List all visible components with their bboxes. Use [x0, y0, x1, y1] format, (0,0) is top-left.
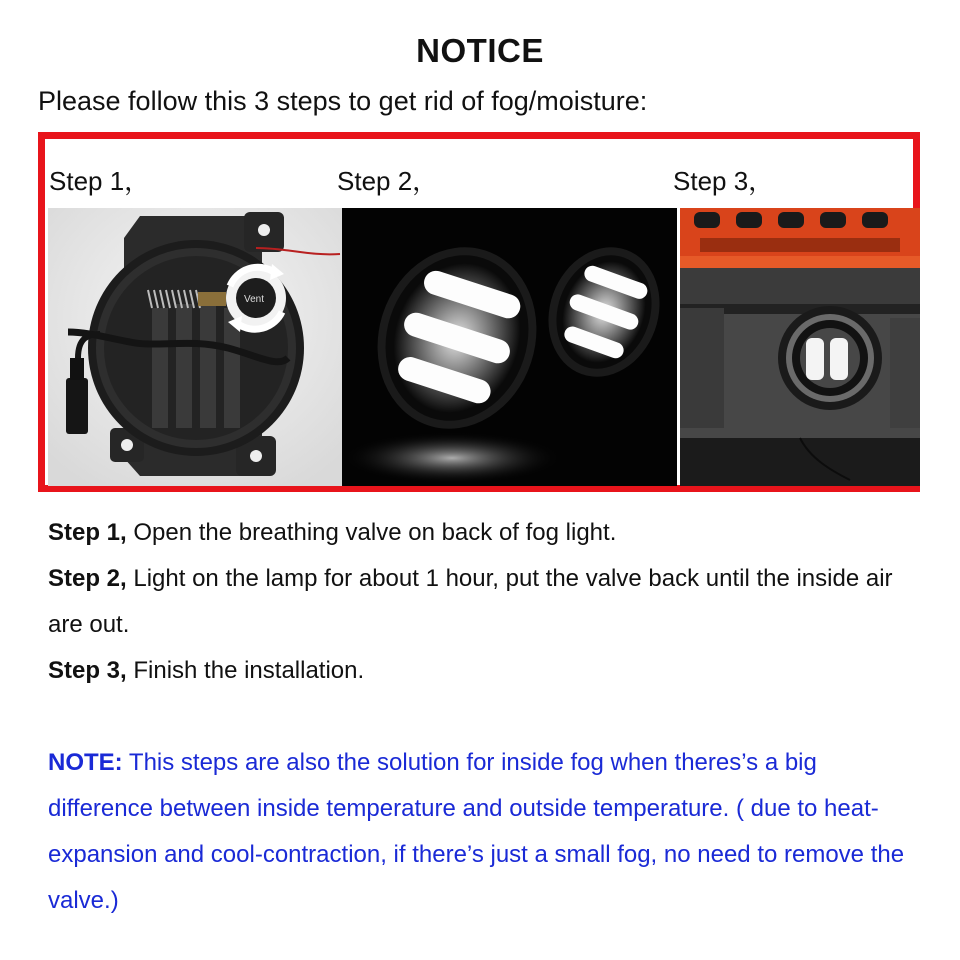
note-paragraph — [48, 740, 918, 924]
note-text: This steps are also the solution for inside fog when theres’s a big difference between inside temperature and outside temperature. ( due to heat-expansion and cool-contraction, if there’s just a small fog, no need to remove the valve.) — [48, 749, 905, 914]
fog-lights-lit-photo — [342, 208, 677, 486]
note-prefix: NOTE: — [48, 749, 123, 776]
step-2-label: Step 2， — [337, 166, 439, 196]
instruction-step-3-text: Finish the installation. — [126, 657, 365, 684]
instruction-step-3 — [48, 648, 918, 694]
fog-light-back-valve-photo — [48, 208, 342, 486]
instruction-step-1 — [48, 510, 918, 556]
page-subtitle: Please follow this 3 steps to get rid of fog/moisture: — [38, 86, 648, 116]
installed-fog-light-photo — [680, 208, 920, 486]
step-3-label: Step 3， — [673, 166, 775, 196]
instruction-step-1-text: Open the breathing valve on back of fog light. — [126, 519, 617, 546]
instruction-step-2-prefix: Step 2, — [48, 565, 127, 592]
step-1-label: Step 1， — [49, 166, 151, 196]
instruction-step-2 — [48, 556, 918, 648]
page-title: NOTICE — [416, 32, 544, 69]
instructions-list — [48, 510, 918, 694]
instruction-step-2-text: Light on the lamp for about 1 hour, put the valve back until the inside air are out. — [48, 565, 893, 638]
instruction-step-1-prefix: Step 1, — [48, 519, 127, 546]
valve-text: Vent — [244, 294, 265, 305]
steps-panel — [38, 132, 920, 492]
instruction-step-3-prefix: Step 3, — [48, 657, 127, 684]
